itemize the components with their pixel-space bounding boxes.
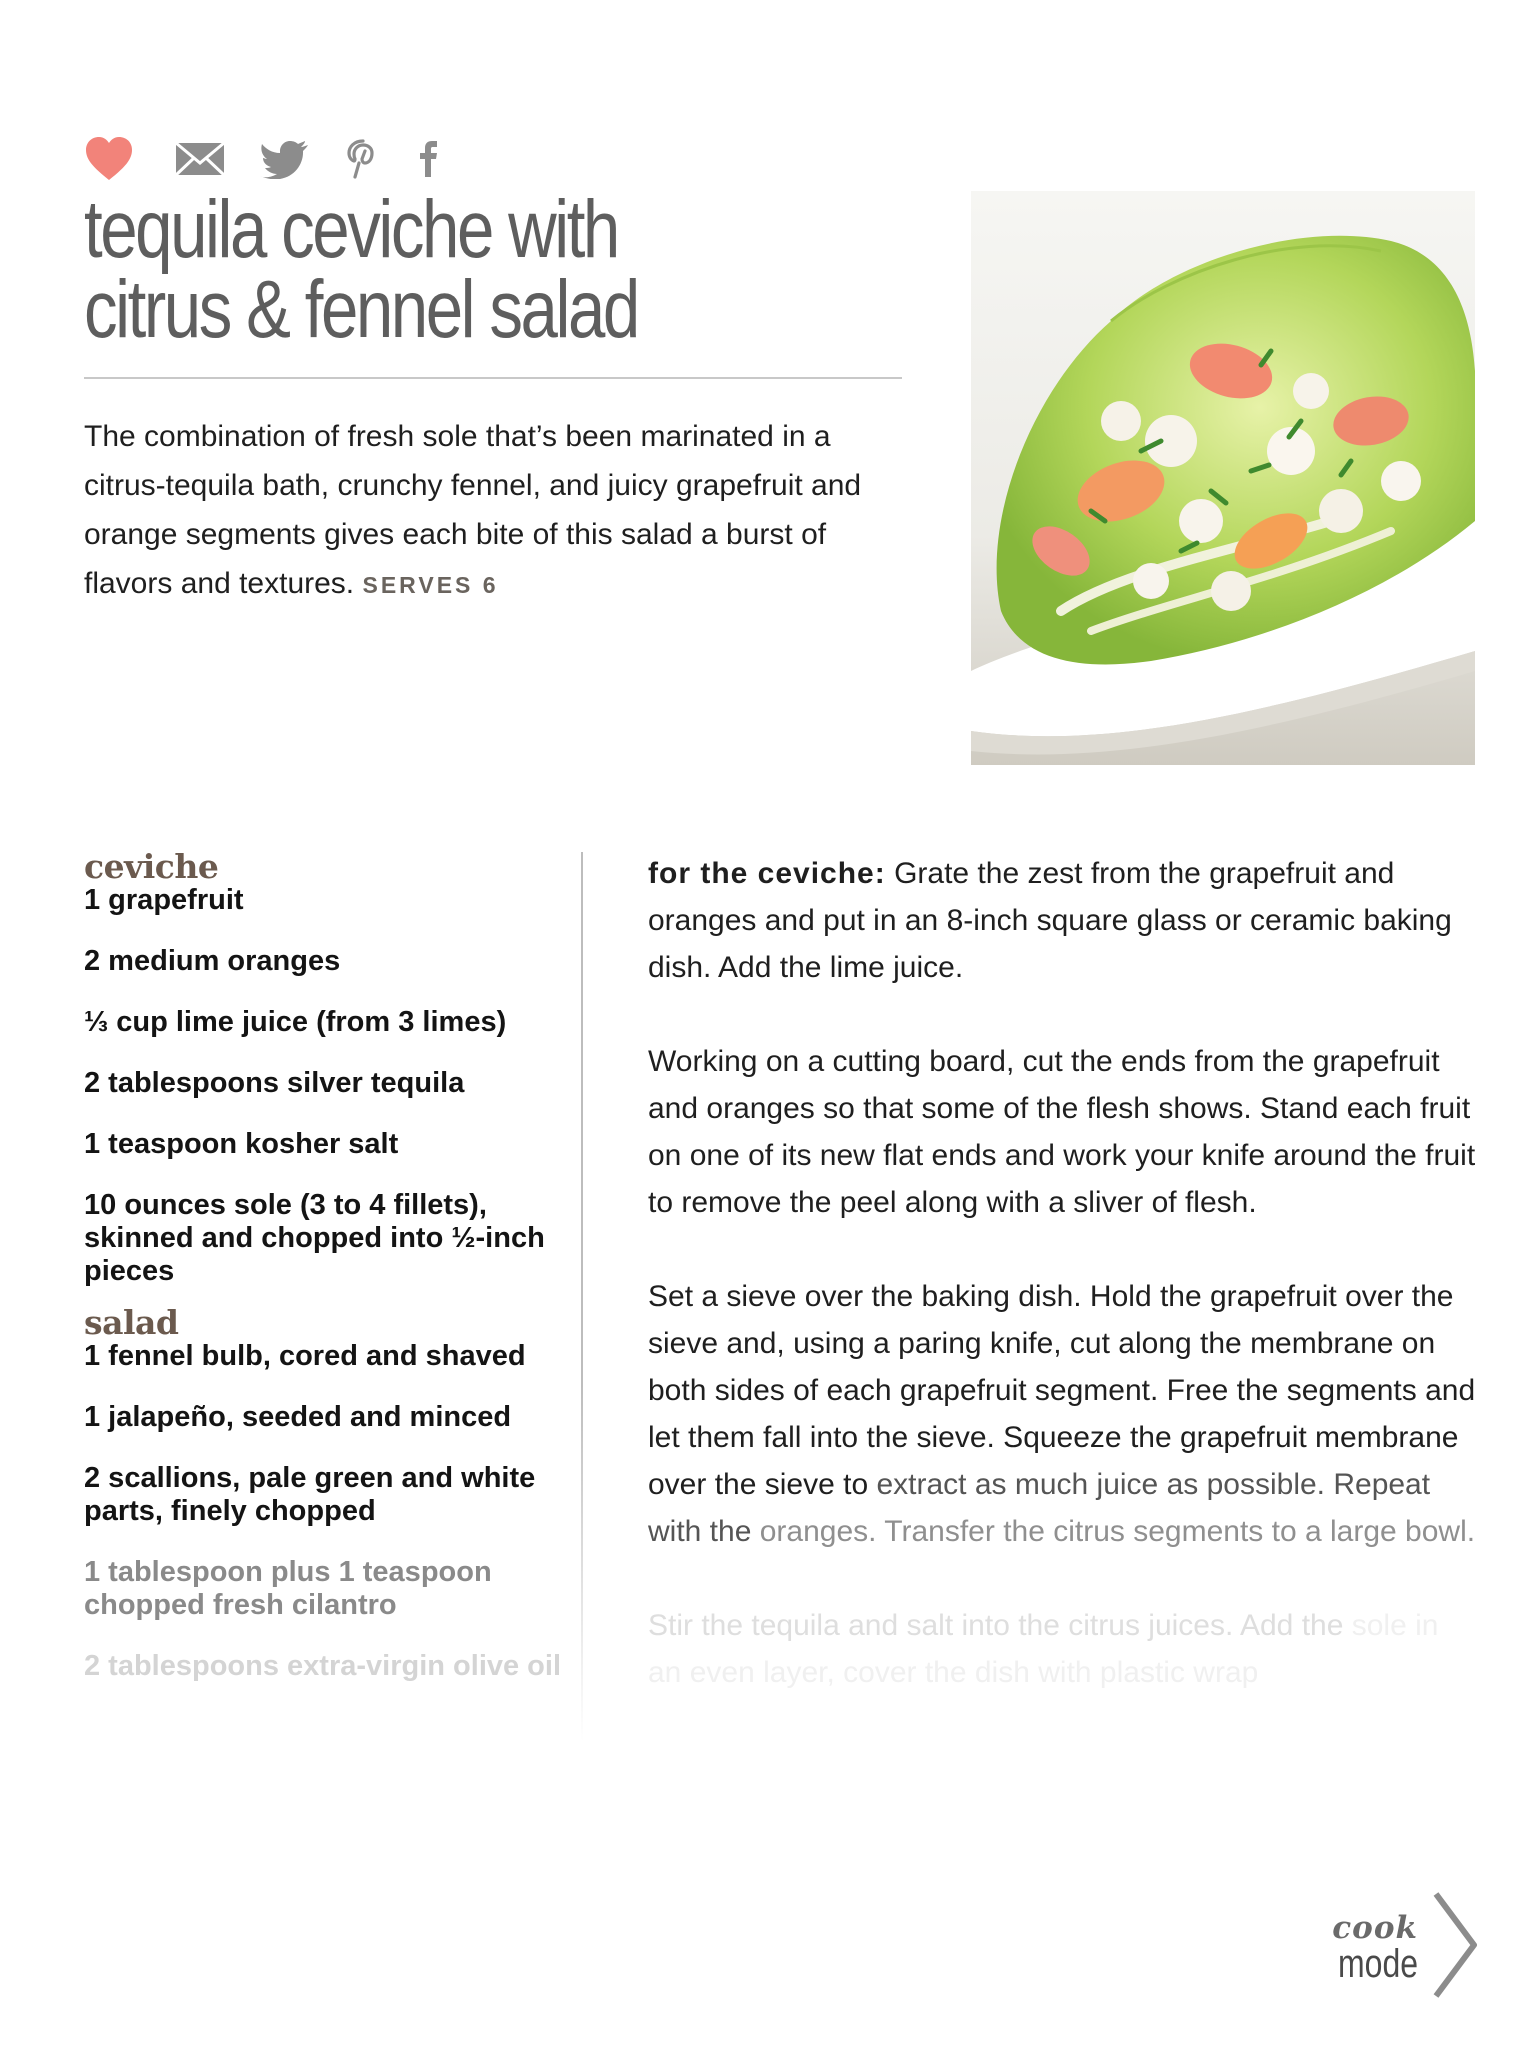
ingredient-item: 1 jalapeño, seeded and minced <box>84 1401 512 1433</box>
ingredient-item: ⅓ cup lime juice (from 3 limes) <box>84 1006 507 1038</box>
direction-step: Working on a cutting board, cut the ends from the grapefruit and oranges so that some of the flesh shows. Stand each fruit on one of its new flat ends and work your knife around the fruit to remove the peel along with a sliver of flesh. <box>648 1045 1476 1219</box>
mode-label: mode <box>1337 1942 1418 1986</box>
recipe-photo <box>971 191 1475 765</box>
ingredient-item: 2 medium oranges <box>84 945 341 977</box>
serves-label: SERVES 6 <box>362 572 499 598</box>
ingredient-item: 1 fennel bulb, cored and shaved <box>84 1340 526 1372</box>
direction-step <box>648 1273 1478 1555</box>
directions <box>648 850 1478 1790</box>
mail-icon[interactable] <box>174 141 226 177</box>
pinterest-icon[interactable] <box>346 139 380 179</box>
ingredient-item: 10 ounces sole (3 to 4 fillets), skinned and chopped into ½-inch pieces <box>84 1189 545 1287</box>
ingredient-item: 2 tablespoons silver tequila <box>84 1067 465 1099</box>
ceviche-heading: ceviche <box>84 850 219 886</box>
title-divider <box>84 377 902 379</box>
recipe-intro <box>84 412 914 610</box>
salad-heading: salad <box>84 1303 179 1342</box>
recipe-title <box>84 184 756 355</box>
step-text: Stir the tequila and salt into the citrus juices. Add the <box>648 1609 1344 1642</box>
title-line-1: tequila ceviche with <box>84 184 618 275</box>
ingredient-item: 2 tablespoons extra-virgin olive oil <box>84 1650 562 1682</box>
ingredient-item: 1 grapefruit <box>84 884 244 916</box>
column-divider <box>581 852 583 1742</box>
direction-step <box>648 1602 1478 1696</box>
step-text: Set a sieve over the baking dish. Hold the grapefruit over the sieve and, using a paring knife, cut along the membrane on both sides of each grapefruit segment. Free the segments and let them fall into the sieve. Squeeze the grapefruit membrane over the sieve to <box>648 1280 1476 1501</box>
cook-label: cook <box>1332 1910 1418 1946</box>
heart-icon[interactable] <box>84 136 134 182</box>
facebook-icon[interactable] <box>416 139 440 179</box>
ingredient-item: 2 scallions, pale green and white parts, finely chopped <box>84 1462 536 1527</box>
ingredient-item: 1 teaspoon kosher salt <box>84 1128 399 1160</box>
title-line-2: citrus & fennel salad <box>84 264 638 355</box>
ingredient-item: 1 tablespoon plus 1 teaspoon chopped fresh cilantro <box>84 1556 492 1621</box>
step-text: Grate the zest from the grapefruit and oranges and put in an 8-inch square glass or ceramic baking dish. Add the lime juice. <box>648 857 1452 984</box>
step-lead: for the ceviche: <box>648 857 886 890</box>
step-text: oranges. Transfer the citrus segments to a large bowl. <box>759 1515 1476 1548</box>
cook-mode-button[interactable] <box>1320 1890 1480 2000</box>
chevron-right-icon <box>1430 1890 1480 2000</box>
ingredients-list <box>84 850 578 1740</box>
intro-text: The combination of fresh sole that’s been marinated in a citrus-tequila bath, crunchy fennel, and juicy grapefruit and orange segments gives each bite of this salad a burst of flavors and textures. <box>84 420 862 600</box>
twitter-icon[interactable] <box>260 139 310 179</box>
direction-step <box>648 850 1478 991</box>
step-text: extract as much juice as possible. Repeat with the <box>648 1468 1431 1548</box>
share-bar <box>84 136 440 182</box>
step-text: sole in an even layer, cover the dish with plastic wrap <box>648 1609 1439 1689</box>
